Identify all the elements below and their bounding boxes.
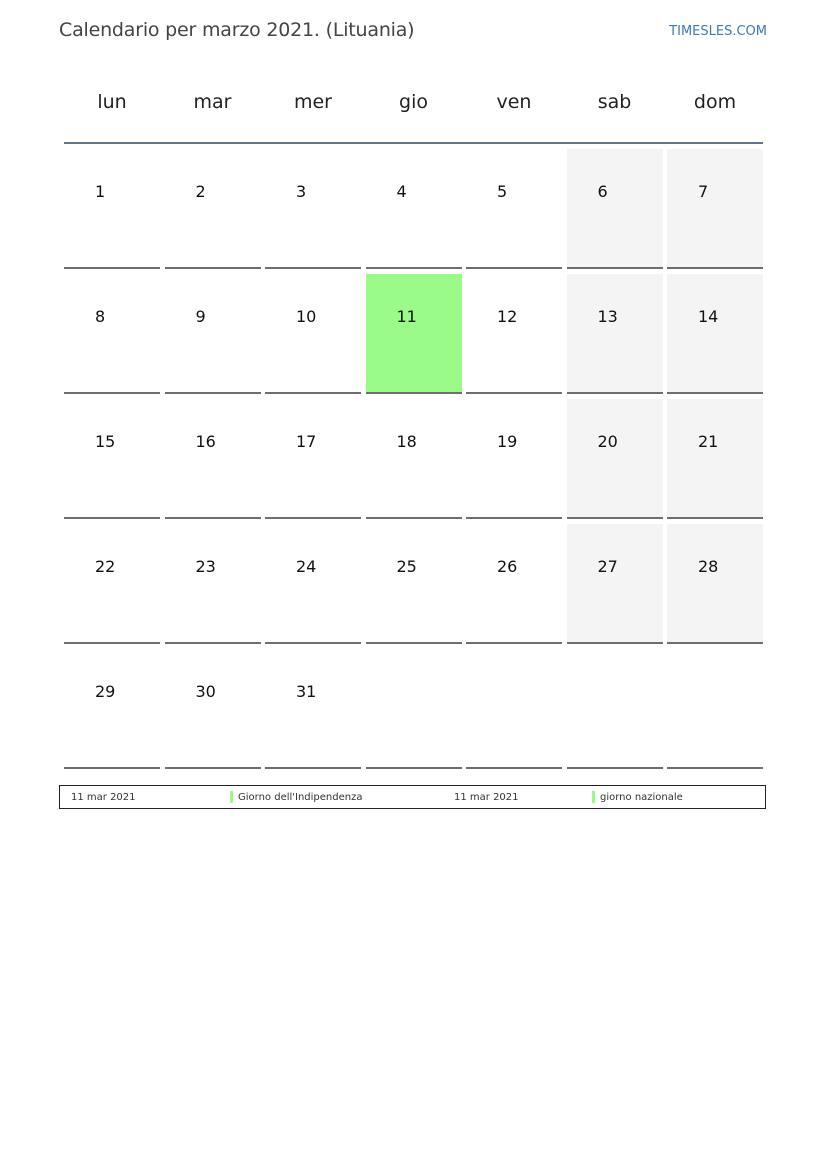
empty-day-cell — [366, 649, 462, 769]
day-number: 2 — [195, 182, 206, 201]
legend-date: 11 mar 2021 — [71, 791, 136, 803]
day-number: 5 — [497, 182, 508, 201]
day-number: 13 — [597, 307, 618, 326]
day-cell[interactable] — [64, 149, 160, 269]
brand-link[interactable]: TIMESLES.COM — [669, 24, 767, 39]
legend-entry — [230, 786, 363, 808]
day-number: 19 — [497, 432, 518, 451]
empty-day-cell — [667, 649, 763, 769]
legend-holiday-name: giorno nazionale — [600, 791, 683, 803]
day-cell[interactable] — [466, 149, 562, 269]
day-cell[interactable] — [667, 274, 763, 394]
day-number: 24 — [296, 557, 317, 576]
weekday-label: lun — [97, 91, 127, 113]
weekday-label: mar — [193, 91, 232, 113]
day-cell[interactable] — [265, 274, 361, 394]
day-cell[interactable] — [165, 524, 261, 644]
day-number: 16 — [195, 432, 216, 451]
day-number: 1 — [95, 182, 106, 201]
day-number: 4 — [396, 182, 407, 201]
day-cell[interactable] — [265, 399, 361, 519]
day-number: 11 — [396, 307, 417, 326]
day-cell[interactable] — [64, 399, 160, 519]
day-number: 26 — [497, 557, 518, 576]
calendar — [64, 70, 763, 769]
day-cell[interactable] — [265, 524, 361, 644]
day-cell[interactable] — [165, 274, 261, 394]
day-cell[interactable] — [466, 274, 562, 394]
legend-entry — [592, 786, 683, 808]
page-title: Calendario per marzo 2021. (Lituania) — [59, 19, 415, 41]
day-cell[interactable] — [567, 524, 663, 644]
legend-holiday-name: Giorno dell'Indipendenza — [238, 791, 363, 803]
day-number: 6 — [597, 182, 608, 201]
day-number: 7 — [698, 182, 709, 201]
day-number: 12 — [497, 307, 518, 326]
holiday-color-marker — [592, 791, 595, 803]
day-number: 25 — [396, 557, 417, 576]
day-cell[interactable] — [64, 524, 160, 644]
day-cell[interactable] — [366, 274, 462, 394]
day-number: 21 — [698, 432, 719, 451]
day-cell[interactable] — [165, 649, 261, 769]
day-cell[interactable] — [265, 149, 361, 269]
day-cell[interactable] — [64, 649, 160, 769]
legend-date: 11 mar 2021 — [454, 791, 519, 803]
day-number: 10 — [296, 307, 317, 326]
weekday-label: dom — [693, 91, 737, 113]
day-number: 18 — [396, 432, 417, 451]
day-cell[interactable] — [567, 149, 663, 269]
empty-day-cell — [466, 649, 562, 769]
day-number: 8 — [95, 307, 106, 326]
day-cell[interactable] — [567, 274, 663, 394]
day-cell[interactable] — [165, 399, 261, 519]
day-number: 31 — [296, 682, 317, 701]
day-number: 30 — [195, 682, 216, 701]
weekday-label: gio — [399, 91, 428, 113]
holiday-legend — [59, 785, 766, 809]
holiday-color-marker — [230, 791, 233, 803]
day-cell[interactable] — [265, 649, 361, 769]
weekday-label: sab — [597, 91, 632, 113]
day-number: 28 — [698, 557, 719, 576]
day-cell[interactable] — [667, 524, 763, 644]
day-number: 14 — [698, 307, 719, 326]
day-cell[interactable] — [667, 149, 763, 269]
day-number: 3 — [296, 182, 307, 201]
day-cell[interactable] — [567, 399, 663, 519]
weekday-header — [64, 70, 763, 144]
day-grid — [64, 149, 763, 769]
day-cell[interactable] — [466, 524, 562, 644]
day-number: 23 — [195, 557, 216, 576]
day-number: 15 — [95, 432, 116, 451]
day-cell[interactable] — [366, 149, 462, 269]
weekday-label: ven — [496, 91, 532, 113]
day-cell[interactable] — [64, 274, 160, 394]
day-number: 29 — [95, 682, 116, 701]
empty-day-cell — [567, 649, 663, 769]
day-cell[interactable] — [165, 149, 261, 269]
day-cell[interactable] — [466, 399, 562, 519]
day-cell[interactable] — [667, 399, 763, 519]
day-number: 17 — [296, 432, 317, 451]
day-cell[interactable] — [366, 399, 462, 519]
day-number: 27 — [597, 557, 618, 576]
weekday-label: mer — [293, 91, 332, 113]
day-number: 9 — [195, 307, 206, 326]
day-cell[interactable] — [366, 524, 462, 644]
day-number: 22 — [95, 557, 116, 576]
day-number: 20 — [597, 432, 618, 451]
